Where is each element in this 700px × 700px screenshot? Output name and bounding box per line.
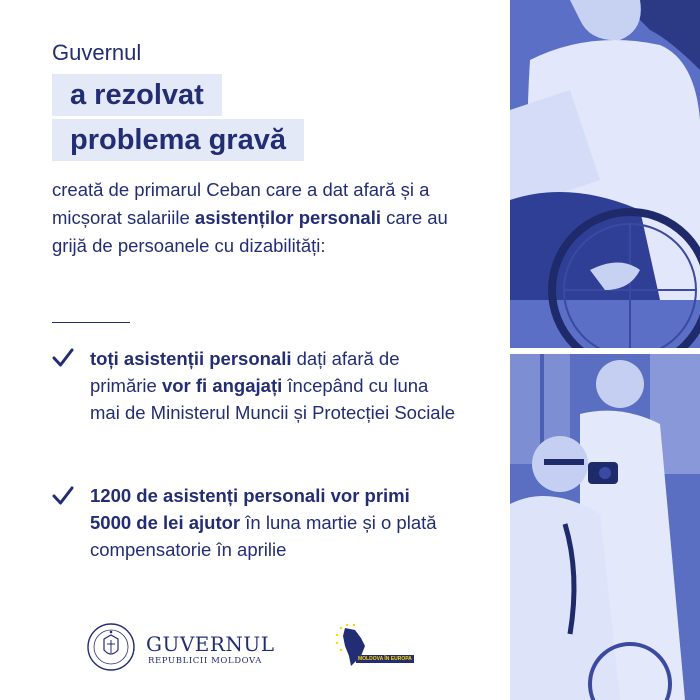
paragraph-part-1: creată de primarul Ceban care a dat afară și a micșorat salariile (52, 179, 430, 228)
checkmark-icon (52, 485, 74, 507)
government-title: GUVERNUL (146, 632, 275, 656)
divider-line (52, 322, 130, 323)
moldova-europe-label: MOLDOVA ÎN EUROPA (358, 656, 412, 662)
description-paragraph (52, 176, 452, 260)
bullet-2-bold-1: 1200 de asistenți personali vor primi 5000 de lei ajutor (90, 485, 410, 533)
bullet-1-bold-2: vor fi angajați (161, 375, 283, 396)
intro-text: Guvernul (52, 40, 142, 65)
bullet-item-1 (90, 345, 455, 426)
photo-woman-wheelchair (510, 0, 700, 348)
bullet-1-text-1: dați afară de primărie (90, 348, 400, 396)
bullet-1-text-2: începând cu luna mai de Ministerul Muncii și Protecției Sociale (90, 375, 455, 423)
bullet-2-text-1: în luna martie și o plată compensatorie în aprilie (90, 512, 437, 560)
paragraph-part-2: care au grijă de persoanele cu dizabilități: (52, 207, 448, 256)
checkmark-icon (52, 347, 74, 369)
headline-line-2: problema gravă (52, 119, 304, 161)
bullet-1-bold-1: toți asistenții personali (90, 348, 292, 369)
photo-assistant-helping (510, 354, 700, 700)
government-subtitle: REPUBLICII MOLDOVA (148, 656, 262, 666)
paragraph-bold: asistenților personali (194, 207, 381, 228)
coat-of-arms-icon (86, 622, 136, 672)
headline-line-1: a rezolvat (52, 74, 222, 116)
bullet-item-2 (90, 482, 455, 563)
